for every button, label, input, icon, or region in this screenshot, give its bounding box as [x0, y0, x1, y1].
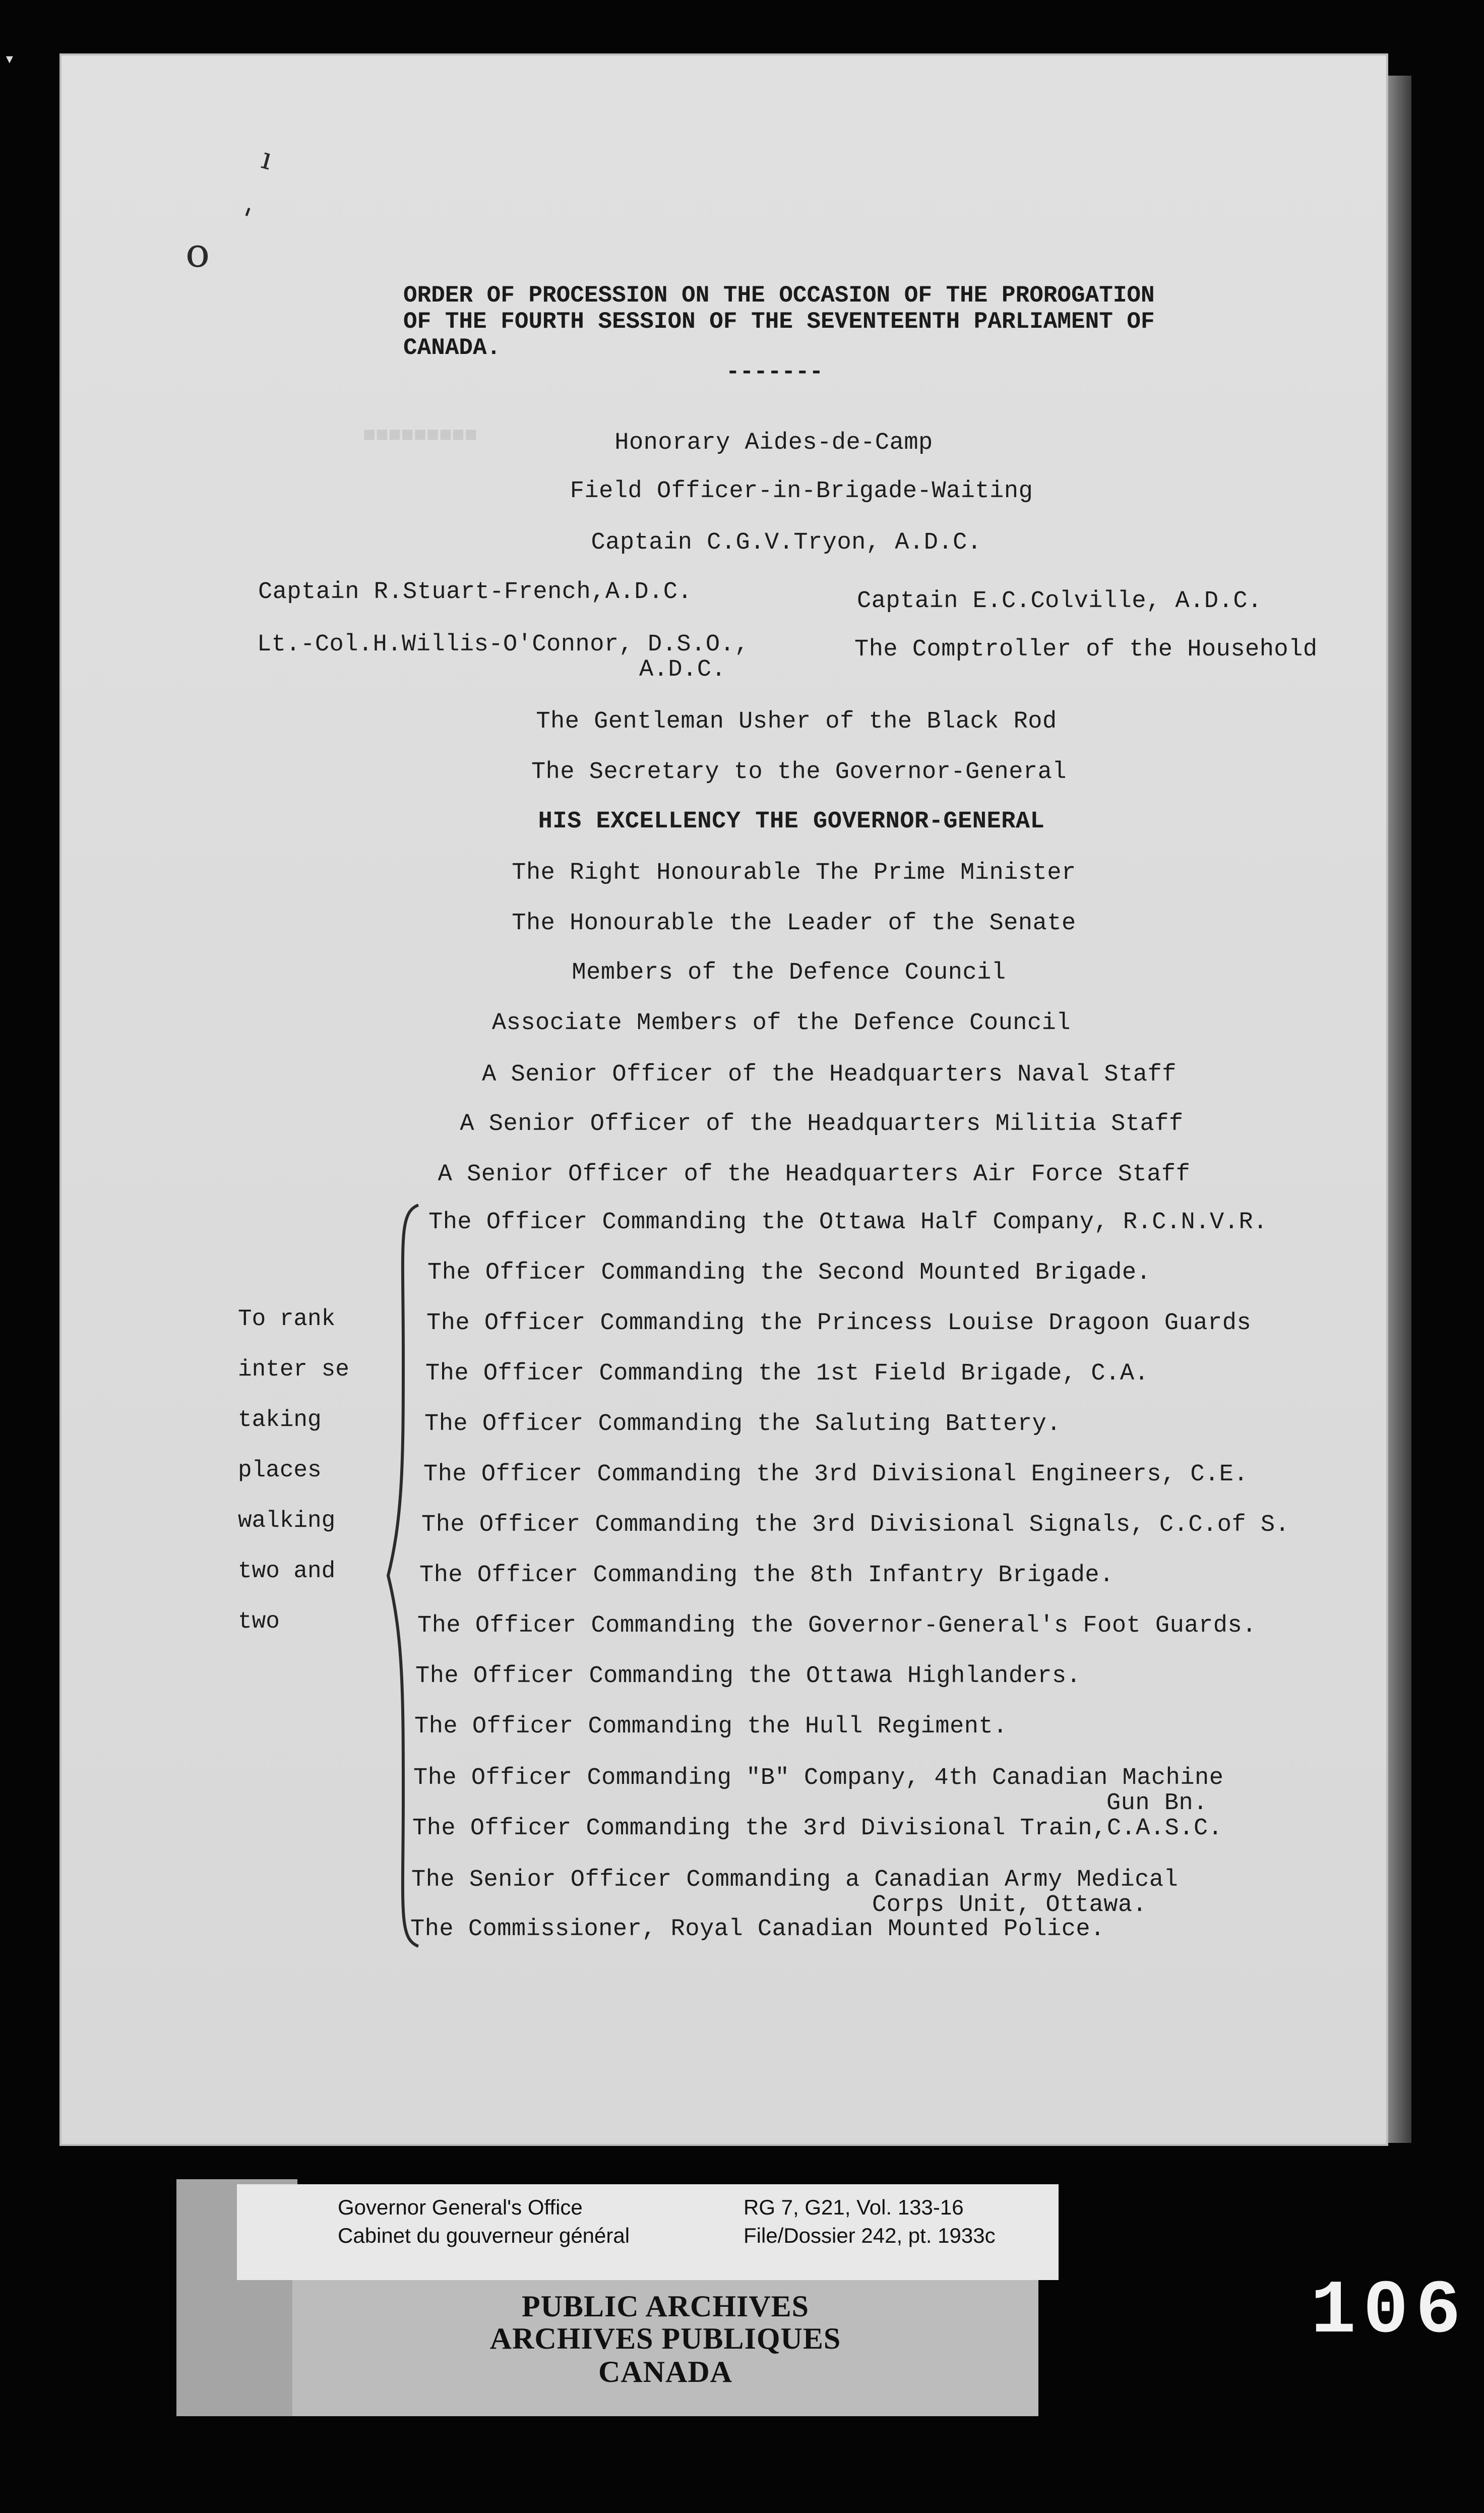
procession-black-rod: The Gentleman Usher of the Black Rod — [536, 708, 1057, 735]
procession-air-force-staff: A Senior Officer of the Headquarters Air Force Staff — [438, 1161, 1191, 1188]
commander-line: The Officer Commanding the 3rd Divisional Train,C.A.S.C. — [412, 1815, 1223, 1842]
commander-line: The Senior Officer Commanding a Canadian Army Medical — [411, 1867, 1179, 1893]
commander-continuation: Gun Bn. — [1106, 1790, 1208, 1817]
document-title: ORDER OF PROCESSION ON THE OCCASION OF THE PROROGATION OF THE FOURTH SESSION OF THE SEVENTEENTH PARLIAMENT OF CANADA. — [403, 282, 1155, 361]
corner-mark: ▾ — [4, 49, 15, 70]
pencil-mark: ı — [258, 140, 276, 177]
office-english: Governor General's Office — [338, 2195, 583, 2219]
side-note-line: places — [238, 1457, 322, 1483]
title-separator: ------- — [726, 359, 824, 385]
side-note-line: walking — [238, 1508, 336, 1534]
commander-line: The Officer Commanding the Ottawa Highlanders. — [415, 1663, 1081, 1690]
pair-right-colville: Captain E.C.Colville, A.D.C. — [857, 588, 1262, 615]
commander-line: The Officer Commanding the Ottawa Half Company, R.C.N.V.R. — [428, 1209, 1268, 1236]
commander-line: The Officer Commanding the Hull Regiment. — [414, 1713, 1008, 1740]
reference-rg: RG 7, G21, Vol. 133-16 — [744, 2195, 964, 2219]
office-french: Cabinet du gouverneur général — [338, 2224, 630, 2247]
commander-line: The Commissioner, Royal Canadian Mounted Police. — [410, 1916, 1105, 1943]
procession-governor-general: HIS EXCELLENCY THE GOVERNOR-GENERAL — [538, 808, 1045, 835]
procession-militia-staff: A Senior Officer of the Headquarters Militia Staff — [460, 1111, 1184, 1138]
pair-right-comptroller: The Comptroller of the Household — [854, 636, 1318, 663]
side-note-line: two — [238, 1608, 280, 1635]
commander-line: The Officer Commanding the Second Mounted Brigade. — [427, 1260, 1151, 1286]
commander-line: The Officer Commanding the 3rd Divisional Signals, C.C.of S. — [421, 1512, 1290, 1538]
side-note-line: two and — [238, 1558, 336, 1584]
center-line-field-officer: Field Officer-in-Brigade-Waiting — [570, 478, 1033, 505]
archive-reference-label — [237, 2184, 1059, 2280]
center-line-tryon: Captain C.G.V.Tryon, A.D.C. — [591, 529, 982, 556]
archives-country: CANADA — [598, 2355, 732, 2388]
commander-line: The Officer Commanding the Saluting Battery. — [424, 1411, 1062, 1438]
reference-file: File/Dossier 242, pt. 1933c — [744, 2224, 996, 2247]
pair-left-willis-oconnor: Lt.-Col.H.Willis-O'Connor, D.S.O., — [257, 631, 749, 658]
procession-senate-leader: The Honourable the Leader of the Senate — [512, 910, 1076, 937]
commander-line: The Officer Commanding "B" Company, 4th Canadian Machine — [413, 1765, 1224, 1791]
pencil-mark-tick: ' — [235, 201, 255, 237]
pair-left-willis-adc: A.D.C. — [639, 656, 726, 683]
procession-defence-council: Members of the Defence Council — [572, 960, 1006, 986]
commander-line: The Officer Commanding the 8th Infantry Brigade. — [419, 1562, 1114, 1589]
commander-line: The Officer Commanding the 3rd Divisional Engineers, C.E. — [423, 1461, 1249, 1488]
archives-english: PUBLIC ARCHIVES — [521, 2290, 810, 2323]
commander-line: The Officer Commanding the 1st Field Brigade, C.A. — [425, 1360, 1149, 1387]
procession-naval-staff: A Senior Officer of the Headquarters Naval Staff — [482, 1061, 1177, 1088]
film-frame-number: 106 — [1311, 2269, 1468, 2355]
commander-line: The Officer Commanding the Governor-General's Foot Guards. — [417, 1612, 1257, 1639]
side-note-line: To rank — [238, 1306, 336, 1332]
procession-prime-minister: The Right Honourable The Prime Minister — [512, 860, 1076, 886]
center-line-aides: Honorary Aides-de-Camp — [614, 430, 933, 456]
pair-left-stuart-french: Captain R.Stuart-French,A.D.C. — [258, 579, 693, 606]
procession-secretary: The Secretary to the Governor-General — [531, 759, 1067, 786]
public-archives-stamp — [292, 2280, 1038, 2416]
commander-line: The Officer Commanding the Princess Louise Dragoon Guards — [426, 1310, 1252, 1337]
commander-continuation: Corps Unit, Ottawa. — [872, 1892, 1147, 1919]
side-note-line: inter se — [238, 1356, 349, 1383]
archives-french: ARCHIVES PUBLIQUES — [489, 2322, 841, 2355]
side-note-line: taking — [238, 1407, 322, 1433]
procession-associate-defence: Associate Members of the Defence Council — [491, 1010, 1071, 1037]
show-through-text: ■■■■■■■■■ — [363, 424, 477, 448]
pencil-mark-circle: o — [186, 229, 210, 276]
